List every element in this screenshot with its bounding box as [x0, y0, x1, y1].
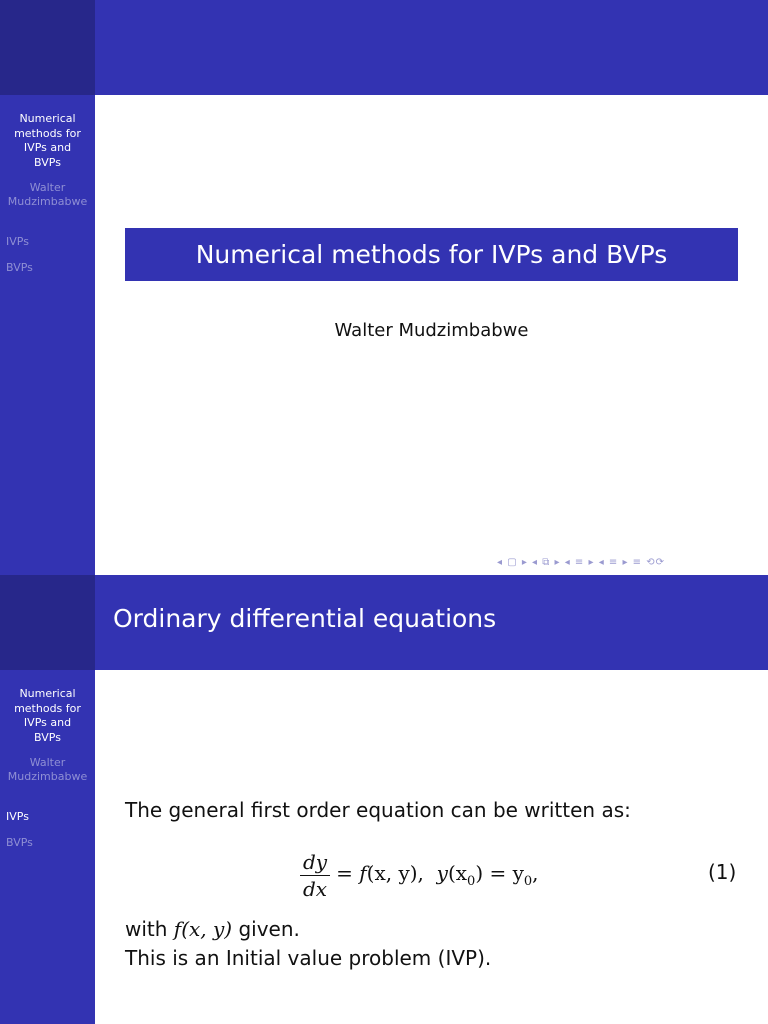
sidebar-title-line: Numerical: [19, 687, 76, 700]
fraction-denominator: dx: [303, 876, 328, 901]
sidebar-title-line: BVPs: [34, 155, 61, 169]
sidebar-title-line: IVPs and: [23, 716, 72, 729]
intro-text: The general first order equation can be written as:: [125, 798, 631, 822]
sidebar-presentation-title[interactable]: [0, 687, 95, 745]
with-word: with: [125, 917, 168, 941]
sidebar-title-line: BVPs: [34, 730, 61, 744]
sidebar-author-line: Mudzimbabwe: [7, 195, 88, 208]
sidebar-author-line: Walter: [29, 181, 66, 194]
ode-slide: [0, 575, 768, 1024]
navigation-controls[interactable]: ◂ ▢ ▸ ◂ ⧉ ▸ ◂ ≡ ▸ ◂ ≡ ▸ ≡ ⟲⟳: [497, 557, 665, 568]
header-bar: [95, 0, 768, 95]
derivative-fraction: [300, 849, 330, 902]
function-args: (x, y): [181, 917, 233, 941]
sidebar-corner: [0, 0, 95, 95]
presentation-author: Walter Mudzimbabwe: [334, 320, 529, 341]
sidebar-section-ivps[interactable]: IVPs: [6, 235, 29, 248]
equation-number: (1): [708, 860, 737, 884]
sidebar-author: [0, 756, 95, 784]
initial-x: (x: [447, 861, 468, 885]
function-args: (x, y),: [366, 861, 424, 885]
sidebar-author: [0, 181, 95, 209]
ivp-text: This is an Initial value problem (IVP).: [125, 946, 492, 970]
equation-rhs: = f(x, y), $y(x_0) = y_0$,: [336, 861, 539, 889]
equation-tail: ,: [532, 861, 539, 885]
sidebar-presentation-title[interactable]: [0, 112, 95, 170]
initial-y: y: [436, 861, 448, 885]
sidebar-title-line: Numerical: [19, 112, 76, 125]
sidebar: [0, 575, 95, 1024]
function-f: f: [359, 861, 367, 885]
sidebar: [0, 0, 95, 575]
sidebar-section-bvps[interactable]: BVPs: [6, 836, 33, 849]
subscript-zero: 0: [467, 874, 476, 889]
with-given-text: [125, 917, 300, 941]
sidebar-title-line: IVPs and: [23, 141, 72, 154]
sidebar-author-line: Walter: [29, 756, 66, 769]
fraction-numerator: dy: [300, 849, 330, 876]
given-word: given.: [232, 917, 300, 941]
header-bar: [95, 575, 768, 670]
sidebar-author-line: Mudzimbabwe: [7, 770, 88, 783]
subscript-zero: 0: [523, 874, 533, 889]
sidebar-corner: [0, 575, 95, 670]
sidebar-title-line: methods for: [14, 126, 81, 140]
sidebar-section-bvps[interactable]: BVPs: [6, 261, 33, 274]
presentation-title: Numerical methods for IVPs and BVPs: [125, 228, 738, 281]
initial-value: ) = y: [475, 861, 524, 885]
sidebar-section-ivps[interactable]: IVPs: [6, 810, 29, 823]
equation-1: [300, 845, 539, 905]
sidebar-title-line: methods for: [14, 701, 81, 715]
frame-title: Ordinary differential equations: [113, 604, 497, 633]
function-f: f: [173, 917, 182, 941]
